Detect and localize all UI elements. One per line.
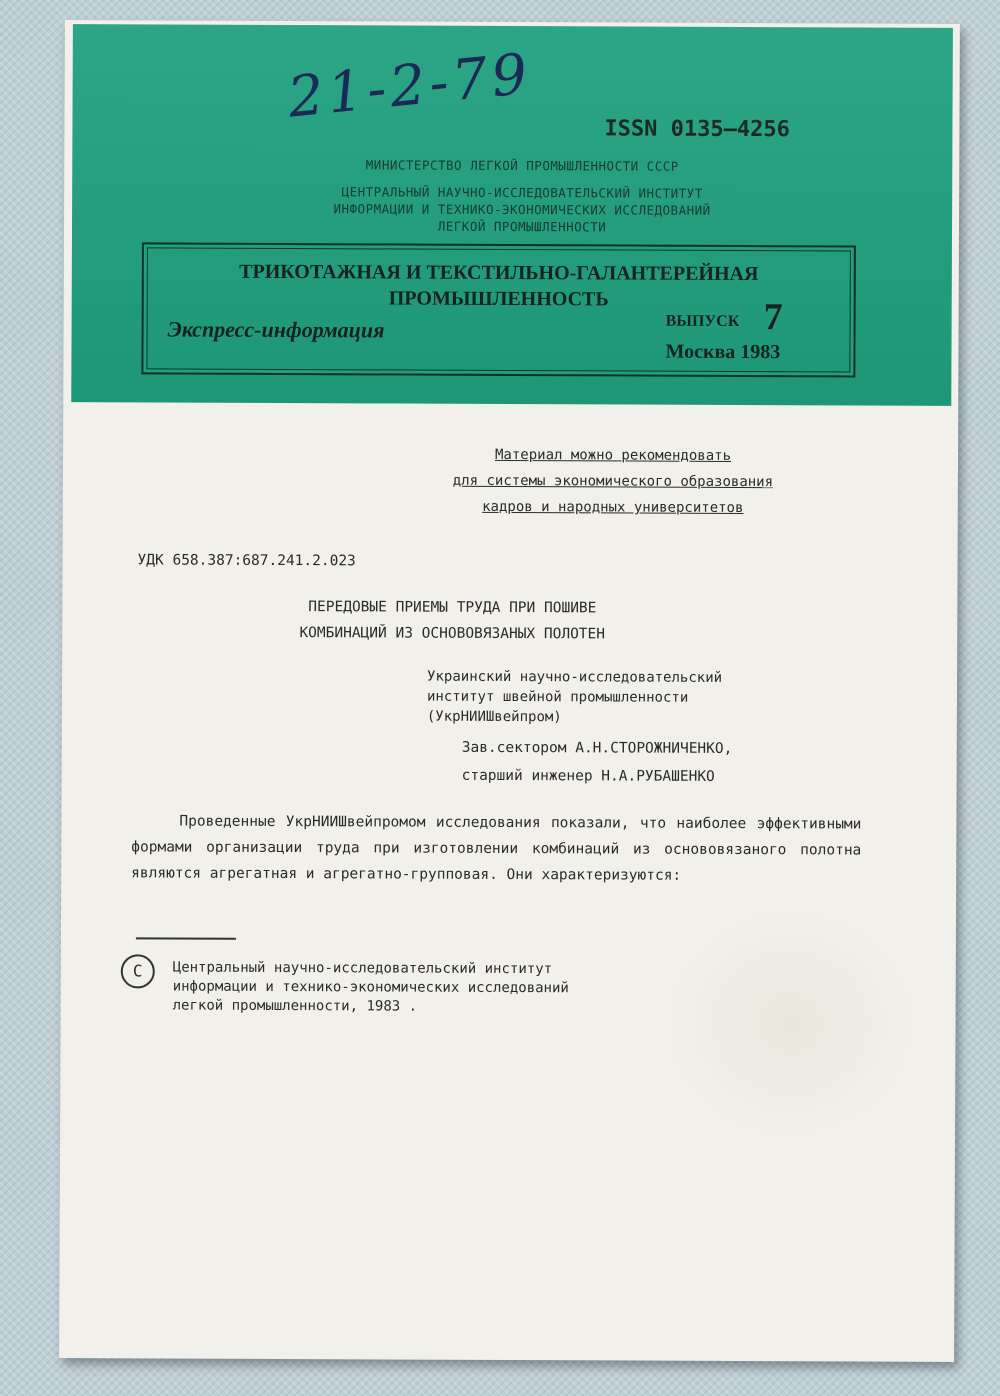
- handwritten-date: 21-2-79: [284, 41, 535, 131]
- paper-stain: [660, 903, 921, 1144]
- author-institute: [427, 667, 722, 728]
- publisher-line: ИНФОРМАЦИИ И ТЕХНИКО-ЭКОНОМИЧЕСКИХ ИССЛЕДОВАНИЙ: [333, 201, 711, 218]
- author-institute-line: Украинский научно-исследовательский: [427, 668, 723, 686]
- city-year: Москва 1983: [665, 340, 781, 364]
- author-institute-line: (УкрНИИШвейпром): [426, 708, 562, 726]
- recommendation-line: для системы экономического образования: [452, 472, 774, 491]
- article-title: [212, 594, 692, 648]
- title-line: ПЕРЕДОВЫЕ ПРИЕМЫ ТРУДА ПРИ ПОШИВЕ: [308, 599, 597, 617]
- footnote-rule: [136, 937, 236, 939]
- series-frame: [141, 242, 856, 377]
- issn-number: ISSN 0135—4256: [604, 116, 790, 143]
- copyright-icon: С: [121, 954, 155, 988]
- cover-band: [71, 24, 953, 406]
- issue-label: ВЫПУСК: [665, 312, 740, 330]
- series-line: ПРОМЫШЛЕННОСТЬ: [388, 287, 609, 311]
- publisher-institute: [222, 183, 822, 237]
- recommendation-line: Материал можно рекомендовать: [494, 446, 732, 464]
- booklet: [59, 20, 960, 1362]
- authors: [462, 734, 733, 791]
- express-label: Экспресс-информация: [167, 316, 385, 343]
- series-title: [144, 258, 854, 313]
- copyright-line: информации и технико-экономических исследований: [172, 978, 569, 997]
- copyright-notice: [173, 959, 569, 1018]
- author-line: старший инженер Н.А.РУБАШЕНКО: [461, 767, 715, 785]
- recommendation-line: кадров и народных университетов: [482, 498, 744, 517]
- title-line: КОМБИНАЦИЙ ИЗ ОСНОВОВЯЗАНЫХ ПОЛОТЕН: [299, 625, 606, 643]
- issue-number: 7: [763, 296, 783, 339]
- udk-code: УДК 658.387:687.241.2.023: [137, 552, 356, 570]
- series-line: ТРИКОТАЖНАЯ И ТЕКСТИЛЬНО-ГАЛАНТЕРЕЙНАЯ: [239, 260, 759, 286]
- copyright-line: легкой промышленности, 1983 .: [172, 997, 418, 1015]
- author-line: Зав.сектором А.Н.СТОРОЖНИЧЕНКО,: [461, 739, 733, 757]
- body-paragraph: Проведенные УкрНИИШвейпромом исследования показали, что наиболее эффективными формами организации труда при изготовлении комбинаций из основовязаного полотна являются агрегатная и агрегатно-групповая. Они характеризуются:: [131, 813, 862, 884]
- ministry-line: МИНИСТЕРСТВО ЛЕГКОЙ ПРОМЫШЛЕННОСТИ СССР: [365, 157, 679, 174]
- author-institute-line: институт швейной промышленности: [426, 688, 689, 706]
- recommendation-note: [383, 441, 843, 521]
- publisher-line: ЦЕНТРАЛЬНЫЙ НАУЧНО-ИССЛЕДОВАТЕЛЬСКИЙ ИНСТИТУТ: [341, 184, 703, 201]
- copyright-line: Центральный научно-исследовательский институт: [172, 959, 553, 978]
- publisher-line: ЛЕГКОЙ ПРОМЫШЛЕННОСТИ: [437, 218, 607, 235]
